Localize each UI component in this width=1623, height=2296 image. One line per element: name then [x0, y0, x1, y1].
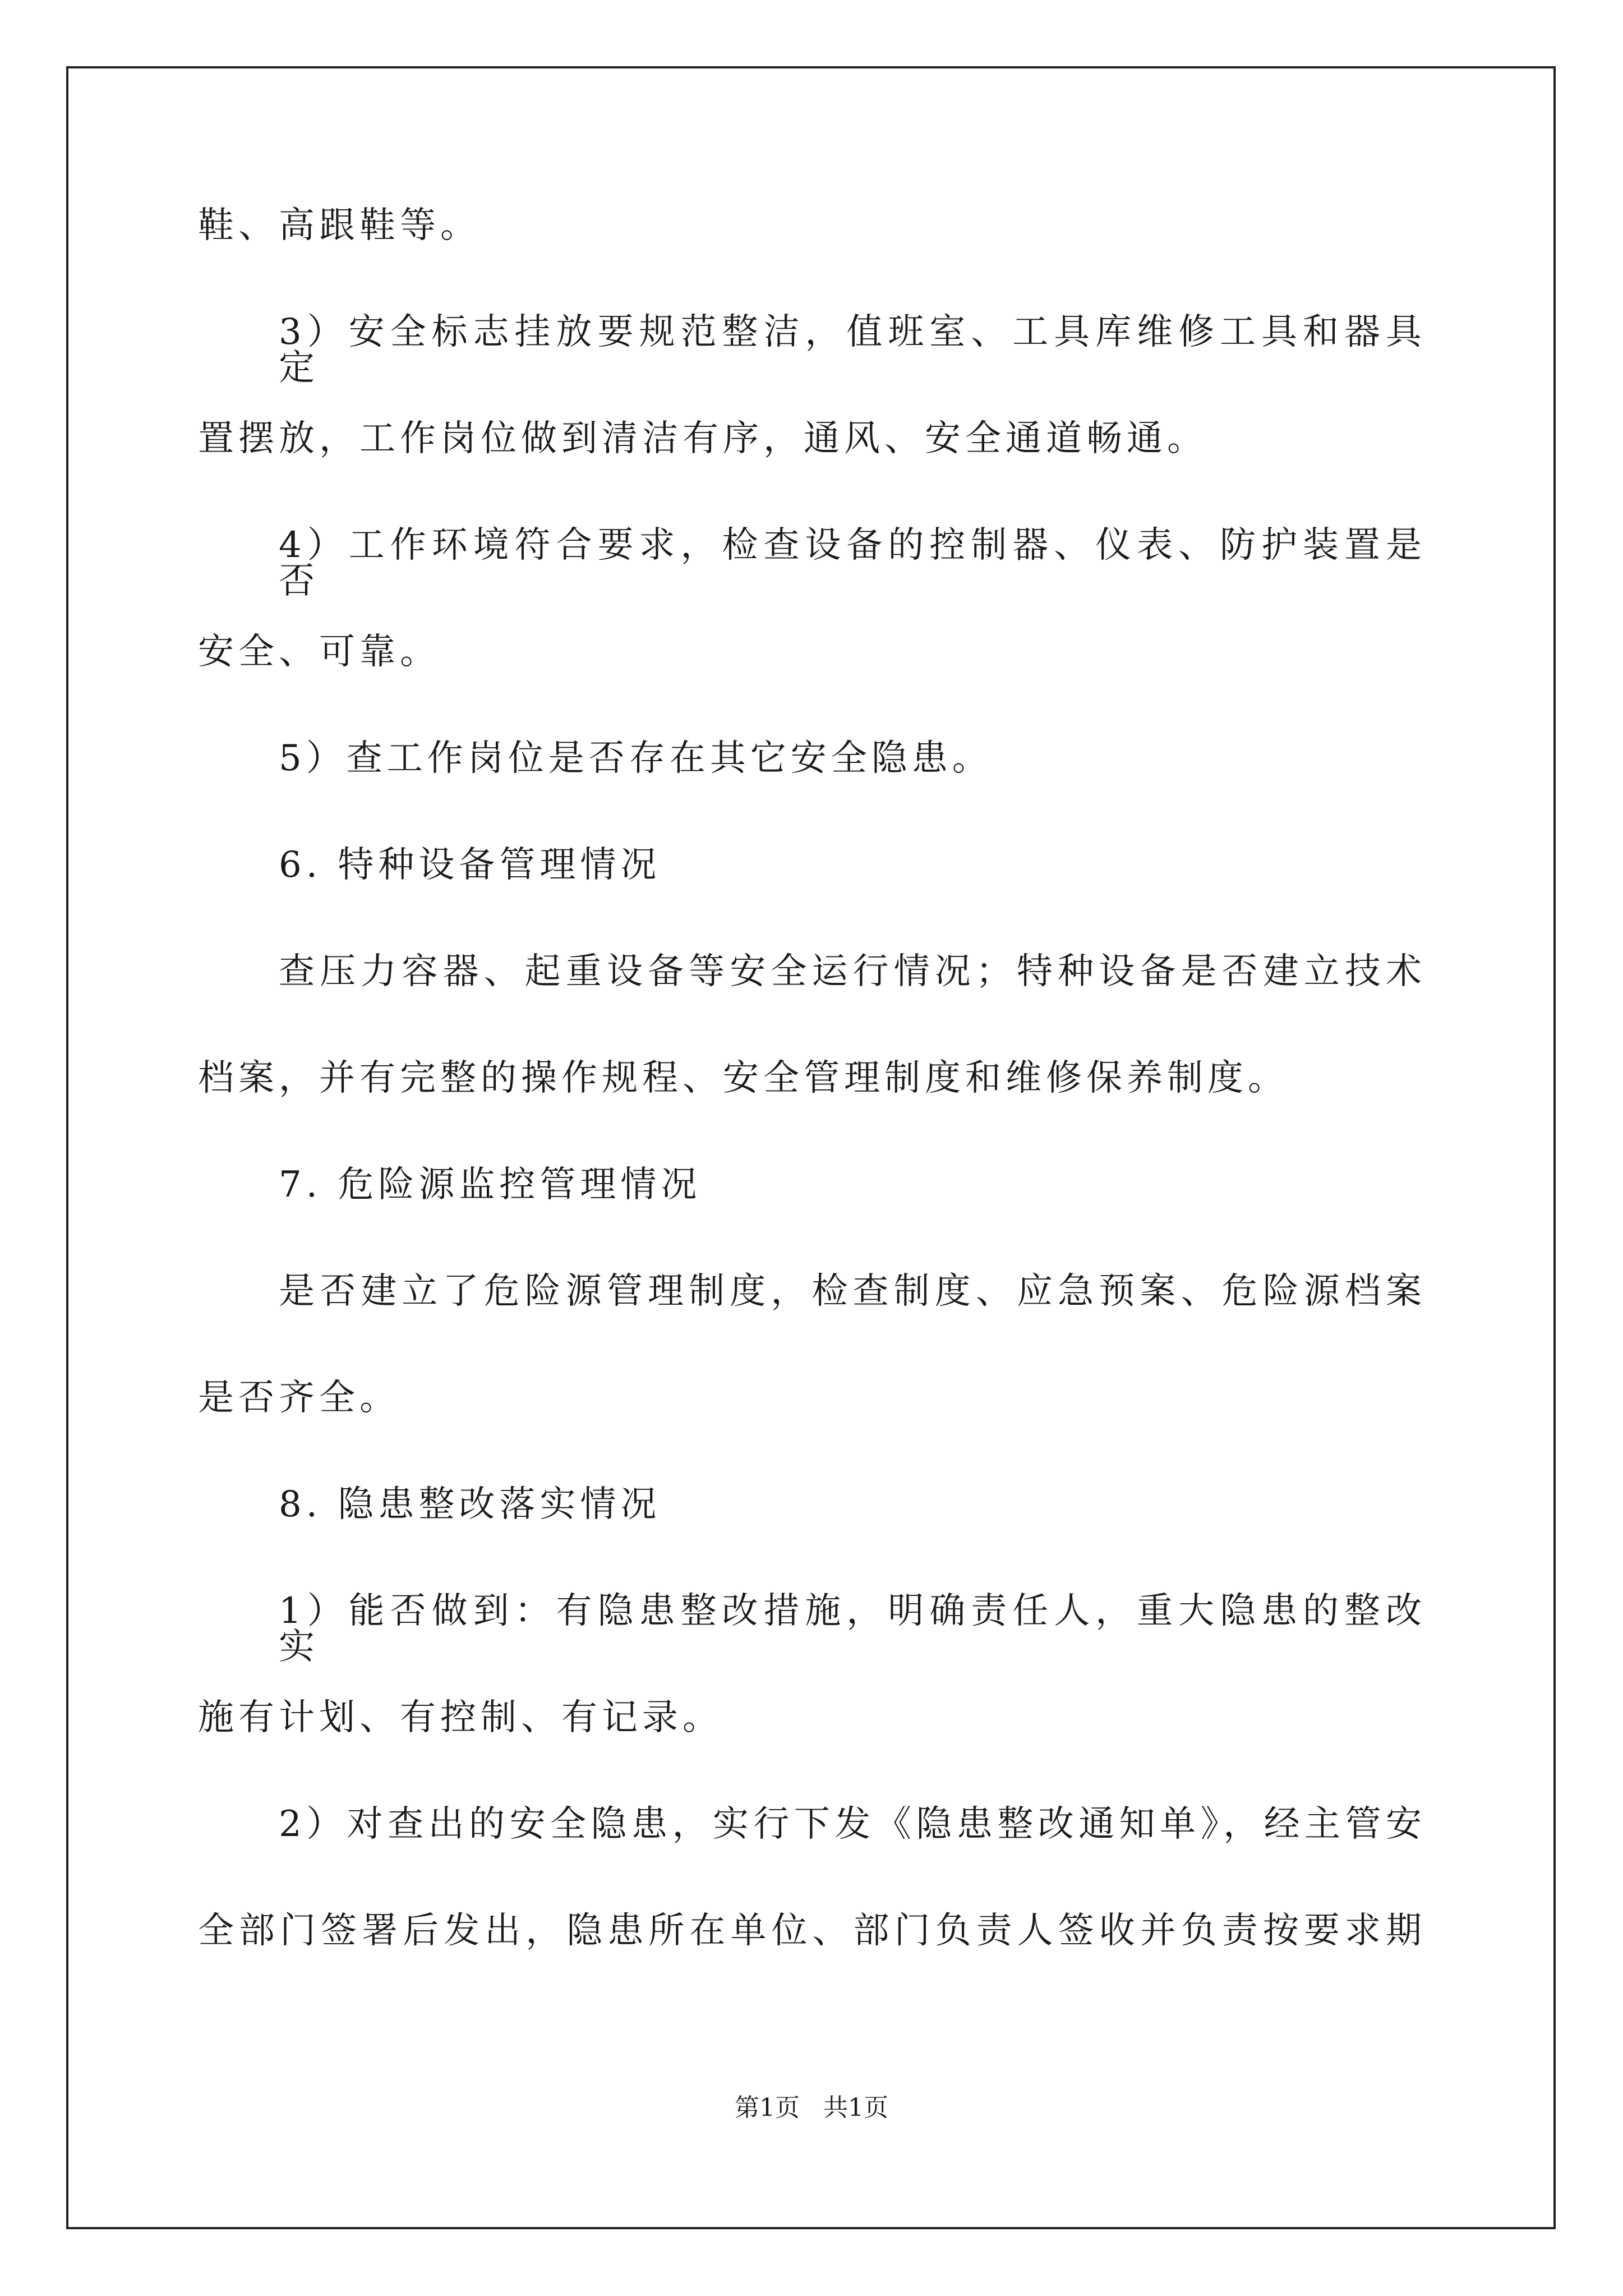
text-line: 是否齐全。 [198, 1377, 400, 1419]
section-heading: 8. 隐患整改落实情况 [279, 1484, 661, 1525]
text-line: 鞋、高跟鞋等。 [198, 205, 481, 246]
section-heading: 7. 危险源监控管理情况 [279, 1164, 702, 1205]
section-heading: 6. 特种设备管理情况 [279, 844, 661, 886]
text-line: 档案，并有完整的操作规程、安全管理制度和维修保养制度。 [198, 1057, 1288, 1099]
text-line: 置摆放，工作岗位做到清洁有序，通风、安全通道畅通。 [198, 418, 1207, 459]
document-body [198, 205, 1426, 1952]
text-line: 5）查工作岗位是否存在其它安全隐患。 [279, 738, 993, 779]
text-line: 查压力容器、起重设备等安全运行情况；特种设备是否建立技术 [279, 951, 1426, 992]
page-footer: 第1页 共1页 [735, 2093, 888, 2122]
text-line: 施有计划、有控制、有记录。 [198, 1697, 723, 1738]
text-line: 安全、可靠。 [198, 631, 440, 673]
text-line: 3）安全标志挂放要规范整洁，值班室、工具库维修工具和器具定 [279, 311, 1426, 389]
text-line: 4）工作环境符合要求，检查设备的控制器、仪表、防护装置是否 [279, 524, 1426, 602]
text-line: 是否建立了危险源管理制度，检查制度、应急预案、危险源档案 [279, 1271, 1426, 1312]
text-line: 2）对查出的安全隐患，实行下发《隐患整改通知单》，经主管安 [279, 1803, 1426, 1845]
text-line: 1）能否做到：有隐患整改措施，明确责任人，重大隐患的整改实 [279, 1590, 1426, 1668]
text-line: 全部门签署后发出，隐患所在单位、部门负责人签收并负责按要求期 [198, 1910, 1426, 1952]
